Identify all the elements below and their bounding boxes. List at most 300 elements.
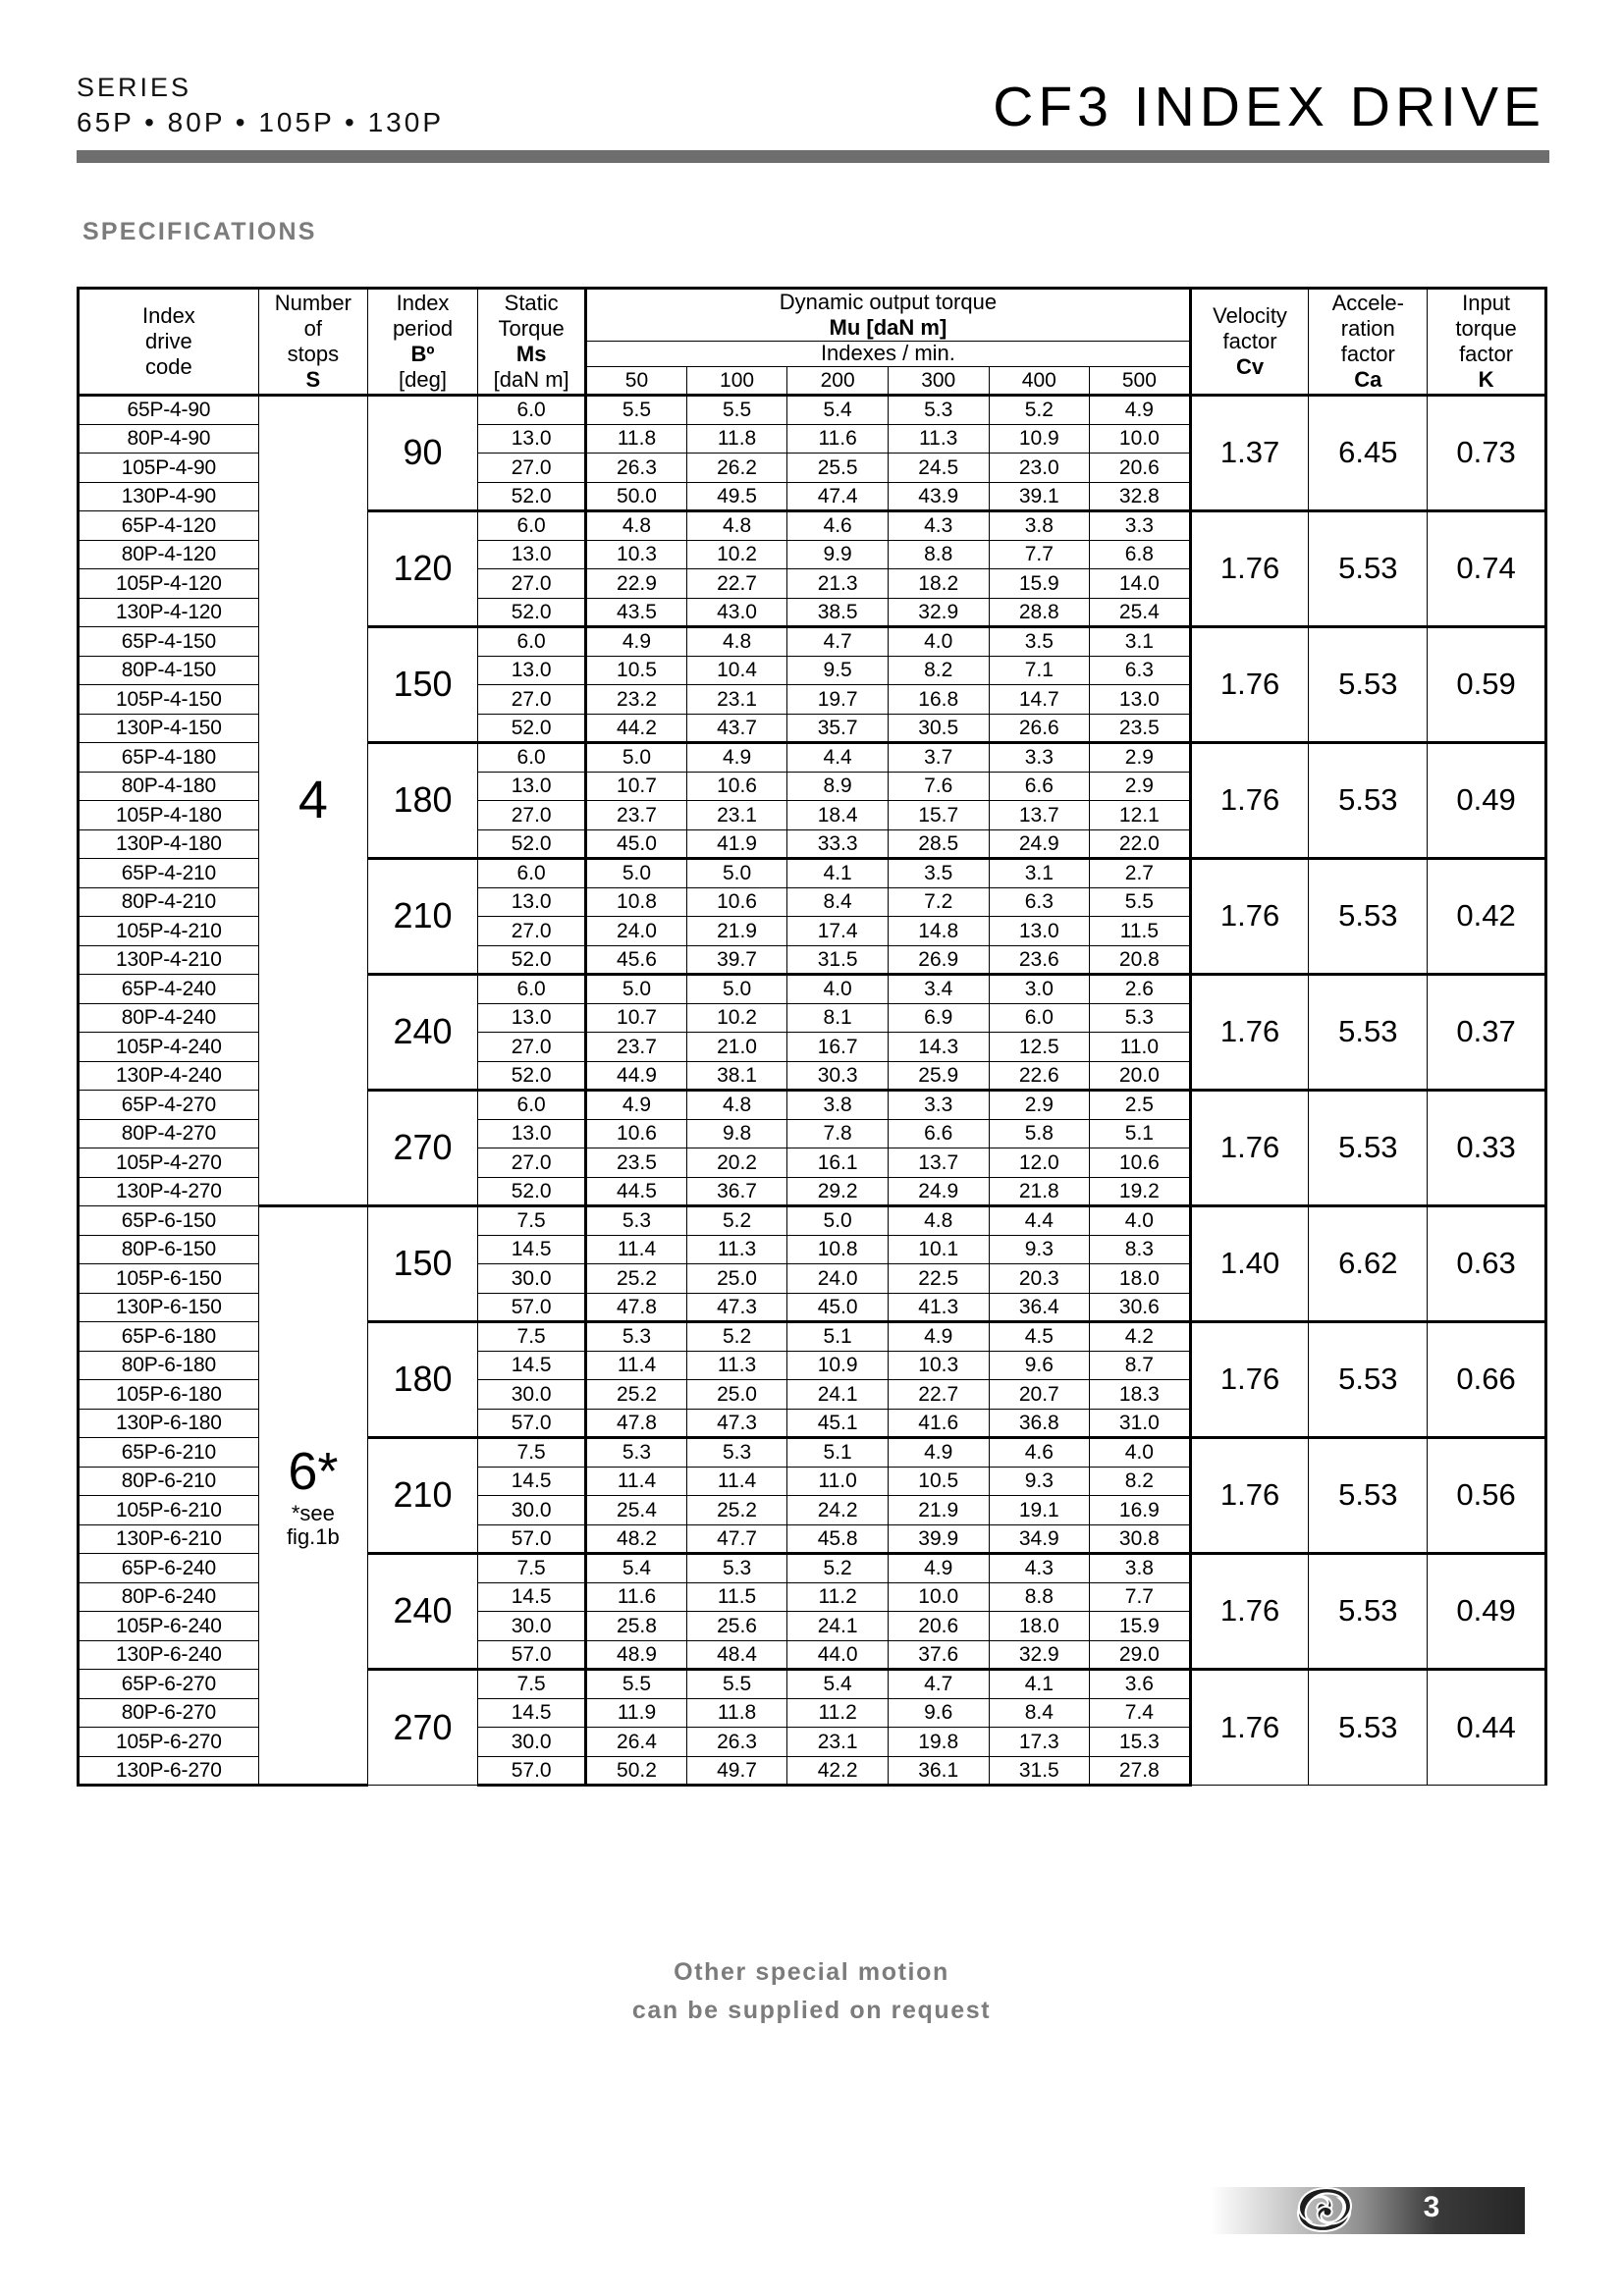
dynamic-torque-cell: 6.6 (989, 772, 1090, 801)
dynamic-torque-cell: 5.0 (586, 975, 687, 1004)
dynamic-torque-cell: 12.1 (1090, 801, 1191, 830)
dynamic-torque-cell: 15.9 (1090, 1612, 1191, 1641)
index-drive-code-cell: 80P-4-240 (79, 1003, 259, 1033)
dynamic-torque-cell: 10.6 (586, 1119, 687, 1148)
dynamic-torque-cell: 3.6 (1090, 1670, 1191, 1699)
hdr-code-l1: Index (141, 303, 195, 329)
hdr-dyn-title: Dynamic output torque (779, 290, 998, 314)
dynamic-torque-cell: 8.2 (1090, 1467, 1191, 1496)
dynamic-torque-cell: 19.8 (888, 1728, 989, 1757)
header-static-torque (478, 289, 586, 396)
dynamic-torque-cell: 23.7 (586, 801, 687, 830)
dynamic-torque-cell: 29.2 (787, 1177, 889, 1206)
header-index-rate: 50 (586, 366, 687, 396)
dynamic-torque-cell: 25.6 (686, 1612, 787, 1641)
static-torque-cell: 57.0 (478, 1640, 586, 1670)
index-drive-code-cell: 130P-6-240 (79, 1640, 259, 1670)
dynamic-torque-cell: 47.8 (586, 1293, 687, 1322)
index-period-cell: 240 (367, 975, 477, 1091)
static-torque-cell: 6.0 (478, 511, 586, 541)
dynamic-torque-cell: 9.6 (888, 1698, 989, 1728)
dynamic-torque-cell: 4.5 (989, 1322, 1090, 1352)
static-torque-cell: 13.0 (478, 772, 586, 801)
dynamic-torque-cell: 41.9 (686, 829, 787, 859)
dynamic-torque-cell: 48.4 (686, 1640, 787, 1670)
dynamic-torque-cell: 4.0 (888, 627, 989, 657)
dynamic-torque-cell: 4.4 (787, 743, 889, 773)
input-torque-factor-cell: 0.66 (1428, 1322, 1546, 1438)
index-period-cell: 270 (367, 1670, 477, 1786)
dynamic-torque-cell: 47.7 (686, 1524, 787, 1554)
dynamic-torque-cell: 11.0 (1090, 1033, 1191, 1062)
static-torque-cell: 6.0 (478, 1091, 586, 1120)
index-period-cell: 270 (367, 1091, 477, 1206)
velocity-factor-cell: 1.40 (1190, 1206, 1309, 1322)
static-torque-cell: 52.0 (478, 714, 586, 743)
dynamic-torque-cell: 11.4 (686, 1467, 787, 1496)
header-index-rate: 500 (1090, 366, 1191, 396)
dynamic-torque-cell: 5.3 (686, 1438, 787, 1468)
dynamic-torque-cell: 3.1 (1090, 627, 1191, 657)
dynamic-torque-cell: 19.1 (989, 1496, 1090, 1525)
dynamic-torque-cell: 36.7 (686, 1177, 787, 1206)
dynamic-torque-cell: 6.0 (989, 1003, 1090, 1033)
dynamic-torque-cell: 18.2 (888, 569, 989, 599)
hdr-code-l2: drive (145, 329, 192, 354)
dynamic-torque-cell: 4.9 (1090, 396, 1191, 425)
dynamic-torque-cell: 9.8 (686, 1119, 787, 1148)
static-torque-cell: 52.0 (478, 829, 586, 859)
dynamic-torque-cell: 20.6 (888, 1612, 989, 1641)
index-period-cell: 180 (367, 743, 477, 859)
index-drive-code-cell: 130P-4-240 (79, 1061, 259, 1091)
header-index-rate: 400 (989, 366, 1090, 396)
dynamic-torque-cell: 5.5 (586, 396, 687, 425)
velocity-factor-cell: 1.76 (1190, 1554, 1309, 1670)
dynamic-torque-cell: 4.4 (989, 1206, 1090, 1236)
dynamic-torque-cell: 5.2 (686, 1322, 787, 1352)
dynamic-torque-cell: 24.0 (586, 917, 687, 946)
static-torque-cell: 57.0 (478, 1409, 586, 1438)
dynamic-torque-cell: 17.3 (989, 1728, 1090, 1757)
dynamic-torque-cell: 5.3 (586, 1206, 687, 1236)
dynamic-torque-cell: 48.2 (586, 1524, 687, 1554)
velocity-factor-cell: 1.76 (1190, 1091, 1309, 1206)
static-torque-cell: 13.0 (478, 656, 586, 685)
dynamic-torque-cell: 3.3 (989, 743, 1090, 773)
index-drive-code-cell: 65P-6-210 (79, 1438, 259, 1468)
index-drive-code-cell: 65P-6-270 (79, 1670, 259, 1699)
dynamic-torque-cell: 11.4 (586, 1467, 687, 1496)
input-torque-factor-cell: 0.56 (1428, 1438, 1546, 1554)
dynamic-torque-cell: 20.8 (1090, 945, 1191, 975)
dynamic-torque-cell: 23.1 (686, 685, 787, 715)
header-index-rate: 300 (888, 366, 989, 396)
input-torque-factor-cell: 0.49 (1428, 743, 1546, 859)
dynamic-torque-cell: 44.2 (586, 714, 687, 743)
index-drive-code-cell: 105P-6-240 (79, 1612, 259, 1641)
dynamic-torque-cell: 30.8 (1090, 1524, 1191, 1554)
index-drive-code-cell: 65P-4-180 (79, 743, 259, 773)
dynamic-torque-cell: 36.8 (989, 1409, 1090, 1438)
dynamic-torque-cell: 11.2 (787, 1582, 889, 1612)
hdr-ca-l1: Accele- (1331, 291, 1404, 316)
static-torque-cell: 14.5 (478, 1698, 586, 1728)
index-drive-code-cell: 65P-6-180 (79, 1322, 259, 1352)
dynamic-torque-cell: 8.4 (787, 887, 889, 917)
acceleration-factor-cell: 6.45 (1309, 396, 1428, 511)
dynamic-torque-cell: 28.5 (888, 829, 989, 859)
static-torque-cell: 27.0 (478, 569, 586, 599)
static-torque-cell: 7.5 (478, 1670, 586, 1699)
dynamic-torque-cell: 5.1 (787, 1322, 889, 1352)
dynamic-torque-cell: 45.0 (586, 829, 687, 859)
dynamic-torque-cell: 9.5 (787, 656, 889, 685)
velocity-factor-cell: 1.76 (1190, 743, 1309, 859)
dynamic-torque-cell: 4.3 (989, 1554, 1090, 1583)
dynamic-torque-cell: 4.8 (686, 627, 787, 657)
index-drive-code-cell: 80P-6-240 (79, 1582, 259, 1612)
velocity-factor-cell: 1.76 (1190, 1670, 1309, 1786)
static-torque-cell: 13.0 (478, 1119, 586, 1148)
index-period-cell: 90 (367, 396, 477, 511)
static-torque-cell: 13.0 (478, 1003, 586, 1033)
dynamic-torque-cell: 25.8 (586, 1612, 687, 1641)
dynamic-torque-cell: 21.0 (686, 1033, 787, 1062)
dynamic-torque-cell: 11.5 (686, 1582, 787, 1612)
header-index-rate: 200 (787, 366, 889, 396)
index-drive-code-cell: 80P-4-90 (79, 424, 259, 454)
index-drive-code-cell: 105P-4-210 (79, 917, 259, 946)
dynamic-torque-cell: 3.5 (888, 859, 989, 888)
index-drive-code-cell: 65P-4-240 (79, 975, 259, 1004)
dynamic-torque-cell: 24.1 (787, 1380, 889, 1410)
static-torque-cell: 27.0 (478, 685, 586, 715)
dynamic-torque-cell: 10.3 (888, 1351, 989, 1380)
dynamic-torque-cell: 11.0 (787, 1467, 889, 1496)
static-torque-cell: 27.0 (478, 801, 586, 830)
dynamic-torque-cell: 10.5 (888, 1467, 989, 1496)
index-period-cell: 120 (367, 511, 477, 627)
specifications-table (77, 287, 1547, 1787)
index-drive-code-cell: 80P-4-210 (79, 887, 259, 917)
dynamic-torque-cell: 45.0 (787, 1293, 889, 1322)
static-torque-cell: 6.0 (478, 743, 586, 773)
index-drive-code-cell: 65P-4-120 (79, 511, 259, 541)
dynamic-torque-cell: 5.1 (1090, 1119, 1191, 1148)
section-title: SPECIFICATIONS (82, 218, 317, 245)
static-torque-cell: 52.0 (478, 482, 586, 511)
dynamic-torque-cell: 7.6 (888, 772, 989, 801)
index-drive-code-cell: 65P-6-240 (79, 1554, 259, 1583)
number-of-stops-cell (258, 396, 367, 1206)
dynamic-torque-cell: 36.4 (989, 1293, 1090, 1322)
dynamic-torque-cell: 43.5 (586, 598, 687, 627)
dynamic-torque-cell: 5.3 (586, 1438, 687, 1468)
dynamic-torque-cell: 7.7 (989, 540, 1090, 569)
dynamic-torque-cell: 8.8 (989, 1582, 1090, 1612)
acceleration-factor-cell: 5.53 (1309, 1438, 1428, 1554)
stops-note-line-1: *see (291, 1500, 335, 1525)
dynamic-torque-cell: 19.2 (1090, 1177, 1191, 1206)
page-number: 3 (1423, 2191, 1440, 2223)
dynamic-torque-cell: 24.1 (787, 1612, 889, 1641)
dynamic-torque-cell: 17.4 (787, 917, 889, 946)
index-drive-code-cell: 130P-6-270 (79, 1756, 259, 1786)
input-torque-factor-cell: 0.42 (1428, 859, 1546, 975)
dynamic-torque-cell: 15.9 (989, 569, 1090, 599)
dynamic-torque-cell: 9.6 (989, 1351, 1090, 1380)
dynamic-torque-cell: 11.9 (586, 1698, 687, 1728)
static-torque-cell: 52.0 (478, 1061, 586, 1091)
dynamic-torque-cell: 26.4 (586, 1728, 687, 1757)
number-of-stops-cell (258, 1206, 367, 1786)
static-torque-cell: 7.5 (478, 1438, 586, 1468)
dynamic-torque-cell: 10.7 (586, 772, 687, 801)
input-torque-factor-cell: 0.63 (1428, 1206, 1546, 1322)
dynamic-torque-cell: 5.4 (787, 1670, 889, 1699)
velocity-factor-cell: 1.76 (1190, 975, 1309, 1091)
header-index-rate: 100 (686, 366, 787, 396)
dynamic-torque-cell: 8.4 (989, 1698, 1090, 1728)
static-torque-cell: 14.5 (478, 1467, 586, 1496)
dynamic-torque-cell: 49.7 (686, 1756, 787, 1786)
header-index-drive-code (79, 289, 259, 396)
dynamic-torque-cell: 11.6 (787, 424, 889, 454)
header-indexes-per-min: Indexes / min. (586, 341, 1190, 366)
dynamic-torque-cell: 5.0 (787, 1206, 889, 1236)
dynamic-torque-cell: 30.6 (1090, 1293, 1191, 1322)
index-drive-code-cell: 65P-4-150 (79, 627, 259, 657)
dynamic-torque-cell: 50.0 (586, 482, 687, 511)
dynamic-torque-cell: 5.0 (586, 859, 687, 888)
acceleration-factor-cell: 5.53 (1309, 743, 1428, 859)
velocity-factor-cell: 1.76 (1190, 627, 1309, 743)
dynamic-torque-cell: 3.5 (989, 627, 1090, 657)
index-drive-code-cell: 105P-4-240 (79, 1033, 259, 1062)
velocity-factor-cell: 1.76 (1190, 1322, 1309, 1438)
dynamic-torque-cell: 15.3 (1090, 1728, 1191, 1757)
static-torque-cell: 6.0 (478, 396, 586, 425)
dynamic-torque-cell: 23.2 (586, 685, 687, 715)
dynamic-torque-cell: 13.7 (989, 801, 1090, 830)
dynamic-torque-cell: 6.3 (1090, 656, 1191, 685)
index-period-cell: 150 (367, 1206, 477, 1322)
dynamic-torque-cell: 48.9 (586, 1640, 687, 1670)
dynamic-torque-cell: 12.0 (989, 1148, 1090, 1178)
index-drive-code-cell: 105P-4-270 (79, 1148, 259, 1178)
dynamic-torque-cell: 11.3 (686, 1351, 787, 1380)
special-motion-note (0, 1953, 1623, 2030)
company-logo-icon (1288, 2175, 1361, 2244)
static-torque-cell: 30.0 (478, 1612, 586, 1641)
dynamic-torque-cell: 22.0 (1090, 829, 1191, 859)
static-torque-cell: 14.5 (478, 1582, 586, 1612)
dynamic-torque-cell: 4.2 (1090, 1322, 1191, 1352)
index-drive-code-cell: 105P-6-210 (79, 1496, 259, 1525)
dynamic-torque-cell: 26.3 (586, 454, 687, 483)
dynamic-torque-cell: 16.9 (1090, 1496, 1191, 1525)
dynamic-torque-cell: 10.5 (586, 656, 687, 685)
index-drive-code-cell: 130P-4-210 (79, 945, 259, 975)
dynamic-torque-cell: 30.5 (888, 714, 989, 743)
hdr-period-l2: period (392, 316, 454, 342)
dynamic-torque-cell: 4.9 (686, 743, 787, 773)
hdr-static-symbol: Ms (515, 342, 547, 367)
series-models: 65P • 80P • 105P • 130P (77, 106, 444, 137)
footer-gradient-bar (1211, 2187, 1525, 2234)
dynamic-torque-cell: 22.5 (888, 1264, 989, 1294)
input-torque-factor-cell: 0.74 (1428, 511, 1546, 627)
static-torque-cell: 52.0 (478, 598, 586, 627)
index-drive-code-cell: 105P-6-270 (79, 1728, 259, 1757)
hdr-static-l2: Torque (498, 316, 565, 342)
hdr-stops-l2: of (303, 316, 323, 342)
dynamic-torque-cell: 2.9 (1090, 743, 1191, 773)
dynamic-torque-cell: 8.1 (787, 1003, 889, 1033)
dynamic-torque-cell: 47.4 (787, 482, 889, 511)
dynamic-torque-cell: 11.3 (888, 424, 989, 454)
dynamic-torque-cell: 4.8 (586, 511, 687, 541)
dynamic-torque-cell: 29.0 (1090, 1640, 1191, 1670)
dynamic-torque-cell: 3.8 (989, 511, 1090, 541)
dynamic-torque-cell: 11.5 (1090, 917, 1191, 946)
hdr-period-symbol: Bº (410, 342, 435, 367)
static-torque-cell: 57.0 (478, 1524, 586, 1554)
series-label: SERIES (77, 73, 192, 102)
dynamic-torque-cell: 5.0 (586, 743, 687, 773)
static-torque-cell: 14.5 (478, 1351, 586, 1380)
velocity-factor-cell: 1.76 (1190, 859, 1309, 975)
dynamic-torque-cell: 24.9 (989, 829, 1090, 859)
index-drive-code-cell: 80P-6-210 (79, 1467, 259, 1496)
dynamic-torque-cell: 9.3 (989, 1235, 1090, 1264)
index-period-cell: 180 (367, 1322, 477, 1438)
dynamic-torque-cell: 3.0 (989, 975, 1090, 1004)
dynamic-torque-cell: 11.6 (586, 1582, 687, 1612)
dynamic-torque-cell: 4.7 (787, 627, 889, 657)
dynamic-torque-cell: 20.6 (1090, 454, 1191, 483)
hdr-cv-l2: factor (1222, 329, 1277, 354)
acceleration-factor-cell: 5.53 (1309, 1322, 1428, 1438)
dynamic-torque-cell: 23.1 (787, 1728, 889, 1757)
dynamic-torque-cell: 25.2 (686, 1496, 787, 1525)
hdr-code-l3: code (145, 353, 192, 379)
dynamic-torque-cell: 41.6 (888, 1409, 989, 1438)
dynamic-torque-cell: 27.8 (1090, 1756, 1191, 1786)
dynamic-torque-cell: 4.9 (888, 1438, 989, 1468)
dynamic-torque-cell: 43.9 (888, 482, 989, 511)
dynamic-torque-cell: 2.9 (989, 1091, 1090, 1120)
note-line-1: Other special motion (674, 1958, 949, 1986)
static-torque-cell: 27.0 (478, 1033, 586, 1062)
dynamic-torque-cell: 5.5 (686, 1670, 787, 1699)
static-torque-cell: 30.0 (478, 1728, 586, 1757)
dynamic-torque-cell: 25.0 (686, 1380, 787, 1410)
header-velocity-factor (1190, 289, 1309, 396)
dynamic-torque-cell: 3.3 (1090, 511, 1191, 541)
dynamic-torque-cell: 21.3 (787, 569, 889, 599)
dynamic-torque-cell: 23.0 (989, 454, 1090, 483)
dynamic-torque-cell: 8.3 (1090, 1235, 1191, 1264)
dynamic-torque-cell: 13.0 (1090, 685, 1191, 715)
header-rule (77, 150, 1549, 163)
dynamic-torque-cell: 39.1 (989, 482, 1090, 511)
dynamic-torque-cell: 10.9 (787, 1351, 889, 1380)
dynamic-torque-cell: 23.1 (686, 801, 787, 830)
acceleration-factor-cell: 5.53 (1309, 1091, 1428, 1206)
dynamic-torque-cell: 3.4 (888, 975, 989, 1004)
dynamic-torque-cell: 11.4 (586, 1235, 687, 1264)
dynamic-torque-cell: 25.9 (888, 1061, 989, 1091)
dynamic-torque-cell: 21.8 (989, 1177, 1090, 1206)
dynamic-torque-cell: 30.3 (787, 1061, 889, 1091)
index-drive-code-cell: 105P-6-180 (79, 1380, 259, 1410)
dynamic-torque-cell: 10.7 (586, 1003, 687, 1033)
dynamic-torque-cell: 26.6 (989, 714, 1090, 743)
dynamic-torque-cell: 4.8 (686, 1091, 787, 1120)
index-drive-code-cell: 80P-4-270 (79, 1119, 259, 1148)
acceleration-factor-cell: 5.53 (1309, 859, 1428, 975)
dynamic-torque-cell: 5.5 (686, 396, 787, 425)
static-torque-cell: 57.0 (478, 1756, 586, 1786)
index-drive-code-cell: 80P-6-180 (79, 1351, 259, 1380)
index-drive-code-cell: 105P-6-150 (79, 1264, 259, 1294)
hdr-ca-l3: factor (1340, 342, 1395, 367)
dynamic-torque-cell: 18.0 (989, 1612, 1090, 1641)
hdr-k-l1: Input (1462, 291, 1511, 316)
page-header (77, 71, 1549, 163)
dynamic-torque-cell: 10.2 (686, 540, 787, 569)
dynamic-torque-cell: 5.3 (586, 1322, 687, 1352)
specifications-table-wrapper (77, 287, 1547, 1787)
dynamic-torque-cell: 13.0 (989, 917, 1090, 946)
dynamic-torque-cell: 5.2 (686, 1206, 787, 1236)
dynamic-torque-cell: 4.9 (888, 1554, 989, 1583)
acceleration-factor-cell: 5.53 (1309, 1670, 1428, 1786)
index-drive-code-cell: 130P-4-180 (79, 829, 259, 859)
dynamic-torque-cell: 44.5 (586, 1177, 687, 1206)
dynamic-torque-cell: 14.3 (888, 1033, 989, 1062)
dynamic-torque-cell: 31.0 (1090, 1409, 1191, 1438)
dynamic-torque-cell: 10.0 (888, 1582, 989, 1612)
dynamic-torque-cell: 10.2 (686, 1003, 787, 1033)
index-drive-code-cell: 65P-4-210 (79, 859, 259, 888)
header-number-of-stops (258, 289, 367, 396)
stops-note-line-2: fig.1b (286, 1523, 340, 1549)
dynamic-torque-cell: 5.3 (686, 1554, 787, 1583)
dynamic-torque-cell: 11.8 (686, 1698, 787, 1728)
dynamic-torque-cell: 32.9 (989, 1640, 1090, 1670)
dynamic-torque-cell: 32.8 (1090, 482, 1191, 511)
index-drive-code-cell: 130P-4-270 (79, 1177, 259, 1206)
dynamic-torque-cell: 2.6 (1090, 975, 1191, 1004)
dynamic-torque-cell: 8.9 (787, 772, 889, 801)
dynamic-torque-cell: 6.6 (888, 1119, 989, 1148)
dynamic-torque-cell: 8.8 (888, 540, 989, 569)
dynamic-torque-cell: 11.8 (686, 424, 787, 454)
velocity-factor-cell: 1.76 (1190, 1438, 1309, 1554)
index-drive-code-cell: 130P-6-210 (79, 1524, 259, 1554)
dynamic-torque-cell: 24.2 (787, 1496, 889, 1525)
static-torque-cell: 7.5 (478, 1554, 586, 1583)
dynamic-torque-cell: 4.1 (787, 859, 889, 888)
stops-value: 4 (298, 771, 328, 830)
dynamic-torque-cell: 38.5 (787, 598, 889, 627)
dynamic-torque-cell: 33.3 (787, 829, 889, 859)
dynamic-torque-cell: 43.0 (686, 598, 787, 627)
dynamic-torque-cell: 9.9 (787, 540, 889, 569)
